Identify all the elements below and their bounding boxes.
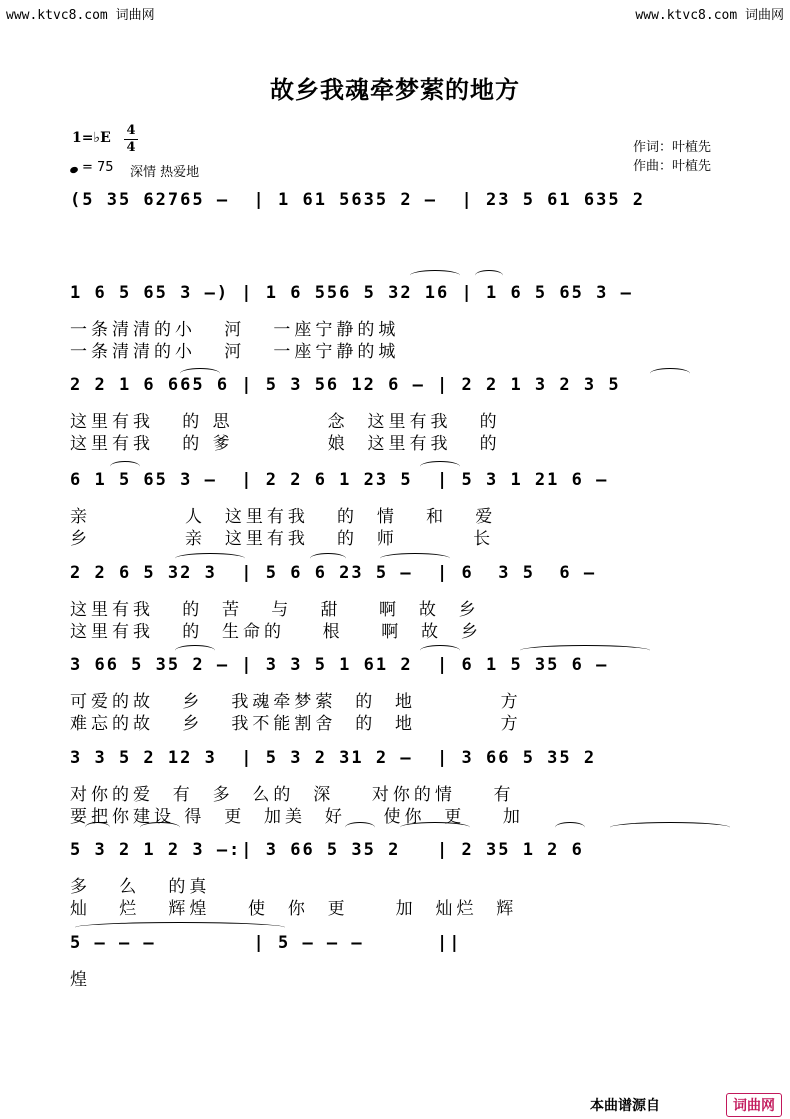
slur-mark bbox=[345, 822, 375, 833]
score-row bbox=[70, 470, 730, 500]
key-signature: 1=♭E bbox=[72, 130, 111, 146]
lyric-line: 煌 bbox=[70, 970, 91, 990]
slur-mark bbox=[140, 822, 180, 833]
lyric-line: 这里有我 的 苦 与 甜 啊 故 乡 bbox=[70, 600, 480, 620]
watermark-right: www.ktvc8.com 词曲网 bbox=[635, 8, 784, 23]
score-row bbox=[70, 840, 730, 870]
slur-mark bbox=[175, 645, 215, 656]
slur-mark bbox=[520, 645, 650, 656]
slur-mark bbox=[555, 822, 585, 833]
notes-line: (5 35 62765 – | 1 61 5635 2 – | 23 5 61 635 2 bbox=[70, 190, 646, 210]
lyric-line: 灿 烂 辉煌 使 你 更 加 灿烂 辉 bbox=[70, 899, 518, 919]
lyric-line: 对你的爱 有 多 么的 深 对你的情 有 bbox=[70, 785, 515, 805]
quarter-note-icon bbox=[69, 166, 79, 174]
slur-mark bbox=[410, 270, 460, 281]
slur-mark bbox=[420, 645, 460, 656]
lyric-line: 这里有我 的 思 念 这里有我 的 bbox=[70, 412, 501, 432]
tempo-value: = 75 bbox=[82, 160, 114, 175]
score-row bbox=[70, 375, 730, 405]
score-row bbox=[70, 748, 730, 778]
score-row bbox=[70, 933, 730, 963]
notes-line: 3 3 5 2 12 3 | 5 3 2 31 2 – | 3 66 5 35 2 bbox=[70, 748, 597, 768]
time-signature-bottom: 4 bbox=[126, 140, 136, 155]
notes-line: 3 66 5 35 2 – | 3 3 5 1 61 2 | 6 1 5 35 6 – bbox=[70, 655, 609, 675]
notes-line: 2 2 6 5 32 3 | 5 6 6 23 5 – | 6 3 5 6 – bbox=[70, 563, 597, 583]
lyricist: 作词：叶植先 bbox=[633, 140, 712, 155]
lyric-line: 乡 亲 这里有我 的 师 长 bbox=[70, 529, 495, 549]
lyric-line: 要把你建设 得 更 加美 好 使你 更 加 bbox=[70, 807, 524, 827]
slur-mark bbox=[610, 822, 730, 833]
expression-mark: 深情 热爱地 bbox=[130, 165, 200, 180]
slur-mark bbox=[110, 461, 140, 472]
slur-mark bbox=[180, 368, 220, 379]
lyric-line: 这里有我 的 爹 娘 这里有我 的 bbox=[70, 434, 501, 454]
composer: 作曲：叶植先 bbox=[633, 159, 712, 174]
lyric-line: 难忘的故 乡 我不能割舍 的 地 方 bbox=[70, 714, 522, 734]
lyric-line: 一条清清的小 河 一座宁静的城 bbox=[70, 342, 400, 362]
slur-mark bbox=[475, 270, 503, 281]
slur-mark bbox=[380, 553, 450, 564]
slur-mark bbox=[310, 553, 346, 564]
slur-mark bbox=[75, 922, 285, 933]
time-signature-top: 4 bbox=[126, 123, 136, 138]
notes-line: 5 3 2 1 2 3 –:| 3 66 5 35 2 | 2 35 1 2 6 bbox=[70, 840, 584, 860]
notes-line: 5 – – – | 5 – – – || bbox=[70, 933, 462, 953]
score-row bbox=[70, 190, 730, 220]
song-title: 故乡我魂牵梦萦的地方 bbox=[270, 76, 520, 104]
tempo bbox=[70, 160, 114, 175]
slur-mark bbox=[400, 822, 470, 833]
score-row bbox=[70, 655, 730, 685]
watermark-left: www.ktvc8.com 词曲网 bbox=[6, 8, 155, 23]
lyric-line: 多 么 的真 bbox=[70, 877, 211, 897]
notes-line: 6 1 5 65 3 – | 2 2 6 1 23 5 | 5 3 1 21 6 – bbox=[70, 470, 609, 490]
lyric-line: 一条清清的小 河 一座宁静的城 bbox=[70, 320, 400, 340]
slur-mark bbox=[175, 553, 245, 564]
time-signature bbox=[124, 124, 138, 155]
notes-line: 1 6 5 65 3 –) | 1 6 556 5 32 16 | 1 6 5 65 3 – bbox=[70, 283, 633, 303]
lyric-line: 亲 人 这里有我 的 情 和 爱 bbox=[70, 507, 497, 527]
slur-mark bbox=[650, 368, 690, 379]
notes-line: 2 2 1 6 665 6 | 5 3 56 12 6 – | 2 2 1 3 2 3 5 bbox=[70, 375, 621, 395]
footer-brand: 词曲网 bbox=[726, 1093, 782, 1117]
slur-mark bbox=[420, 461, 460, 472]
score-row bbox=[70, 283, 730, 313]
slur-mark bbox=[85, 822, 110, 833]
lyric-line: 这里有我 的 生命的 根 啊 故 乡 bbox=[70, 622, 482, 642]
score-row bbox=[70, 563, 730, 593]
lyric-line: 可爱的故 乡 我魂牵梦萦 的 地 方 bbox=[70, 692, 522, 712]
footer-source: 本曲谱源自 bbox=[590, 1098, 660, 1114]
